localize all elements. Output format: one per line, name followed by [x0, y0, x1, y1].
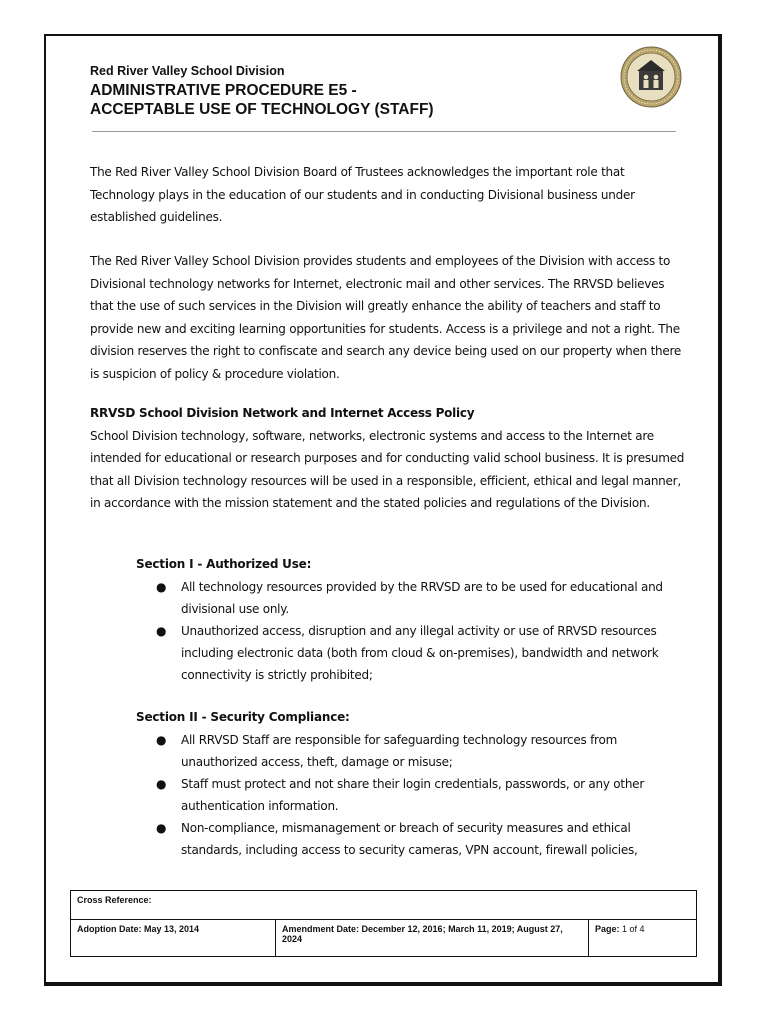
bullet-icon: ● — [156, 821, 167, 835]
school-division-seal-icon — [620, 46, 682, 108]
list-item: ● Non-compliance, mismanagement or breach of security measures and ethical standards, including access to security cameras, VPN account, firewall policies, — [156, 817, 681, 861]
list-item: ● Staff must protect and not share their login credentials, passwords, or any other authentication information. — [156, 773, 681, 817]
policy-heading: RRVSD School Division Network and Internet Access Policy — [90, 406, 475, 420]
bullet-icon: ● — [156, 733, 167, 747]
section-2-heading: Section II - Security Compliance: — [136, 710, 350, 724]
intro-paragraph-1: The Red River Valley School Division Board of Trustees acknowledges the important role that Technology plays in the education of our students and in conducting Divisional business under established guidelines. — [90, 165, 635, 224]
title-line-1: ADMINISTRATIVE PROCEDURE E5 - — [90, 82, 357, 99]
adoption-date-cell: Adoption Date: May 13, 2014 — [71, 920, 276, 957]
cross-reference-cell: Cross Reference: — [71, 891, 697, 920]
footer-table — [70, 890, 697, 957]
page-number-cell — [589, 920, 697, 957]
page-label: Page: — [595, 924, 620, 934]
page-value: 1 of 4 — [622, 924, 645, 934]
amendment-date-cell: Amendment Date: December 12, 2016; March 11, 2019; August 27, 2024 — [276, 920, 589, 957]
bullet-icon: ● — [156, 777, 167, 791]
policy-block — [90, 402, 690, 515]
bullet-icon: ● — [156, 580, 167, 594]
section-1-list — [156, 576, 681, 686]
list-item: ● Unauthorized access, disruption and any illegal activity or use of RRVSD resources including electronic data (both from cloud & on-premises), bandwidth and network connectivity is strictly prohibited; — [156, 620, 681, 686]
list-item: ● All RRVSD Staff are responsible for safeguarding technology resources from unauthorized access, theft, damage or misuse; — [156, 729, 681, 773]
section-1-heading: Section I - Authorized Use: — [136, 557, 312, 571]
intro-paragraph-2: The Red River Valley School Division provides students and employees of the Division with access to Divisional technology networks for Internet, electronic mail and other services. The RRVSD believes that the use of such services in the Division will greatly enhance the ability of teachers and staff to provide new and exciting learning opportunities for students. Access is a privilege and not a right. The division reserves the right to confiscate and search any device being used on our property when there is suspicion of policy & procedure violation. — [90, 254, 682, 381]
list-item: ● All technology resources provided by the RRVSD are to be used for educational and divisional use only. — [156, 576, 681, 620]
organization-name: Red River Valley School Division — [90, 64, 285, 78]
policy-text: School Division technology, software, networks, electronic systems and access to the Internet are intended for educational or research purposes and for conducting valid school business. It is presumed that all Division technology resources will be used in a responsible, efficient, ethical and legal manner, in accordance with the mission statement and the stated policies and regulations of the Division. — [90, 428, 685, 510]
header-divider — [92, 131, 676, 132]
title-line-2: ACCEPTABLE USE OF TECHNOLOGY (STAFF) — [90, 101, 434, 118]
bullet-icon: ● — [156, 624, 167, 638]
section-2-list — [156, 729, 681, 861]
document-title — [90, 81, 434, 119]
